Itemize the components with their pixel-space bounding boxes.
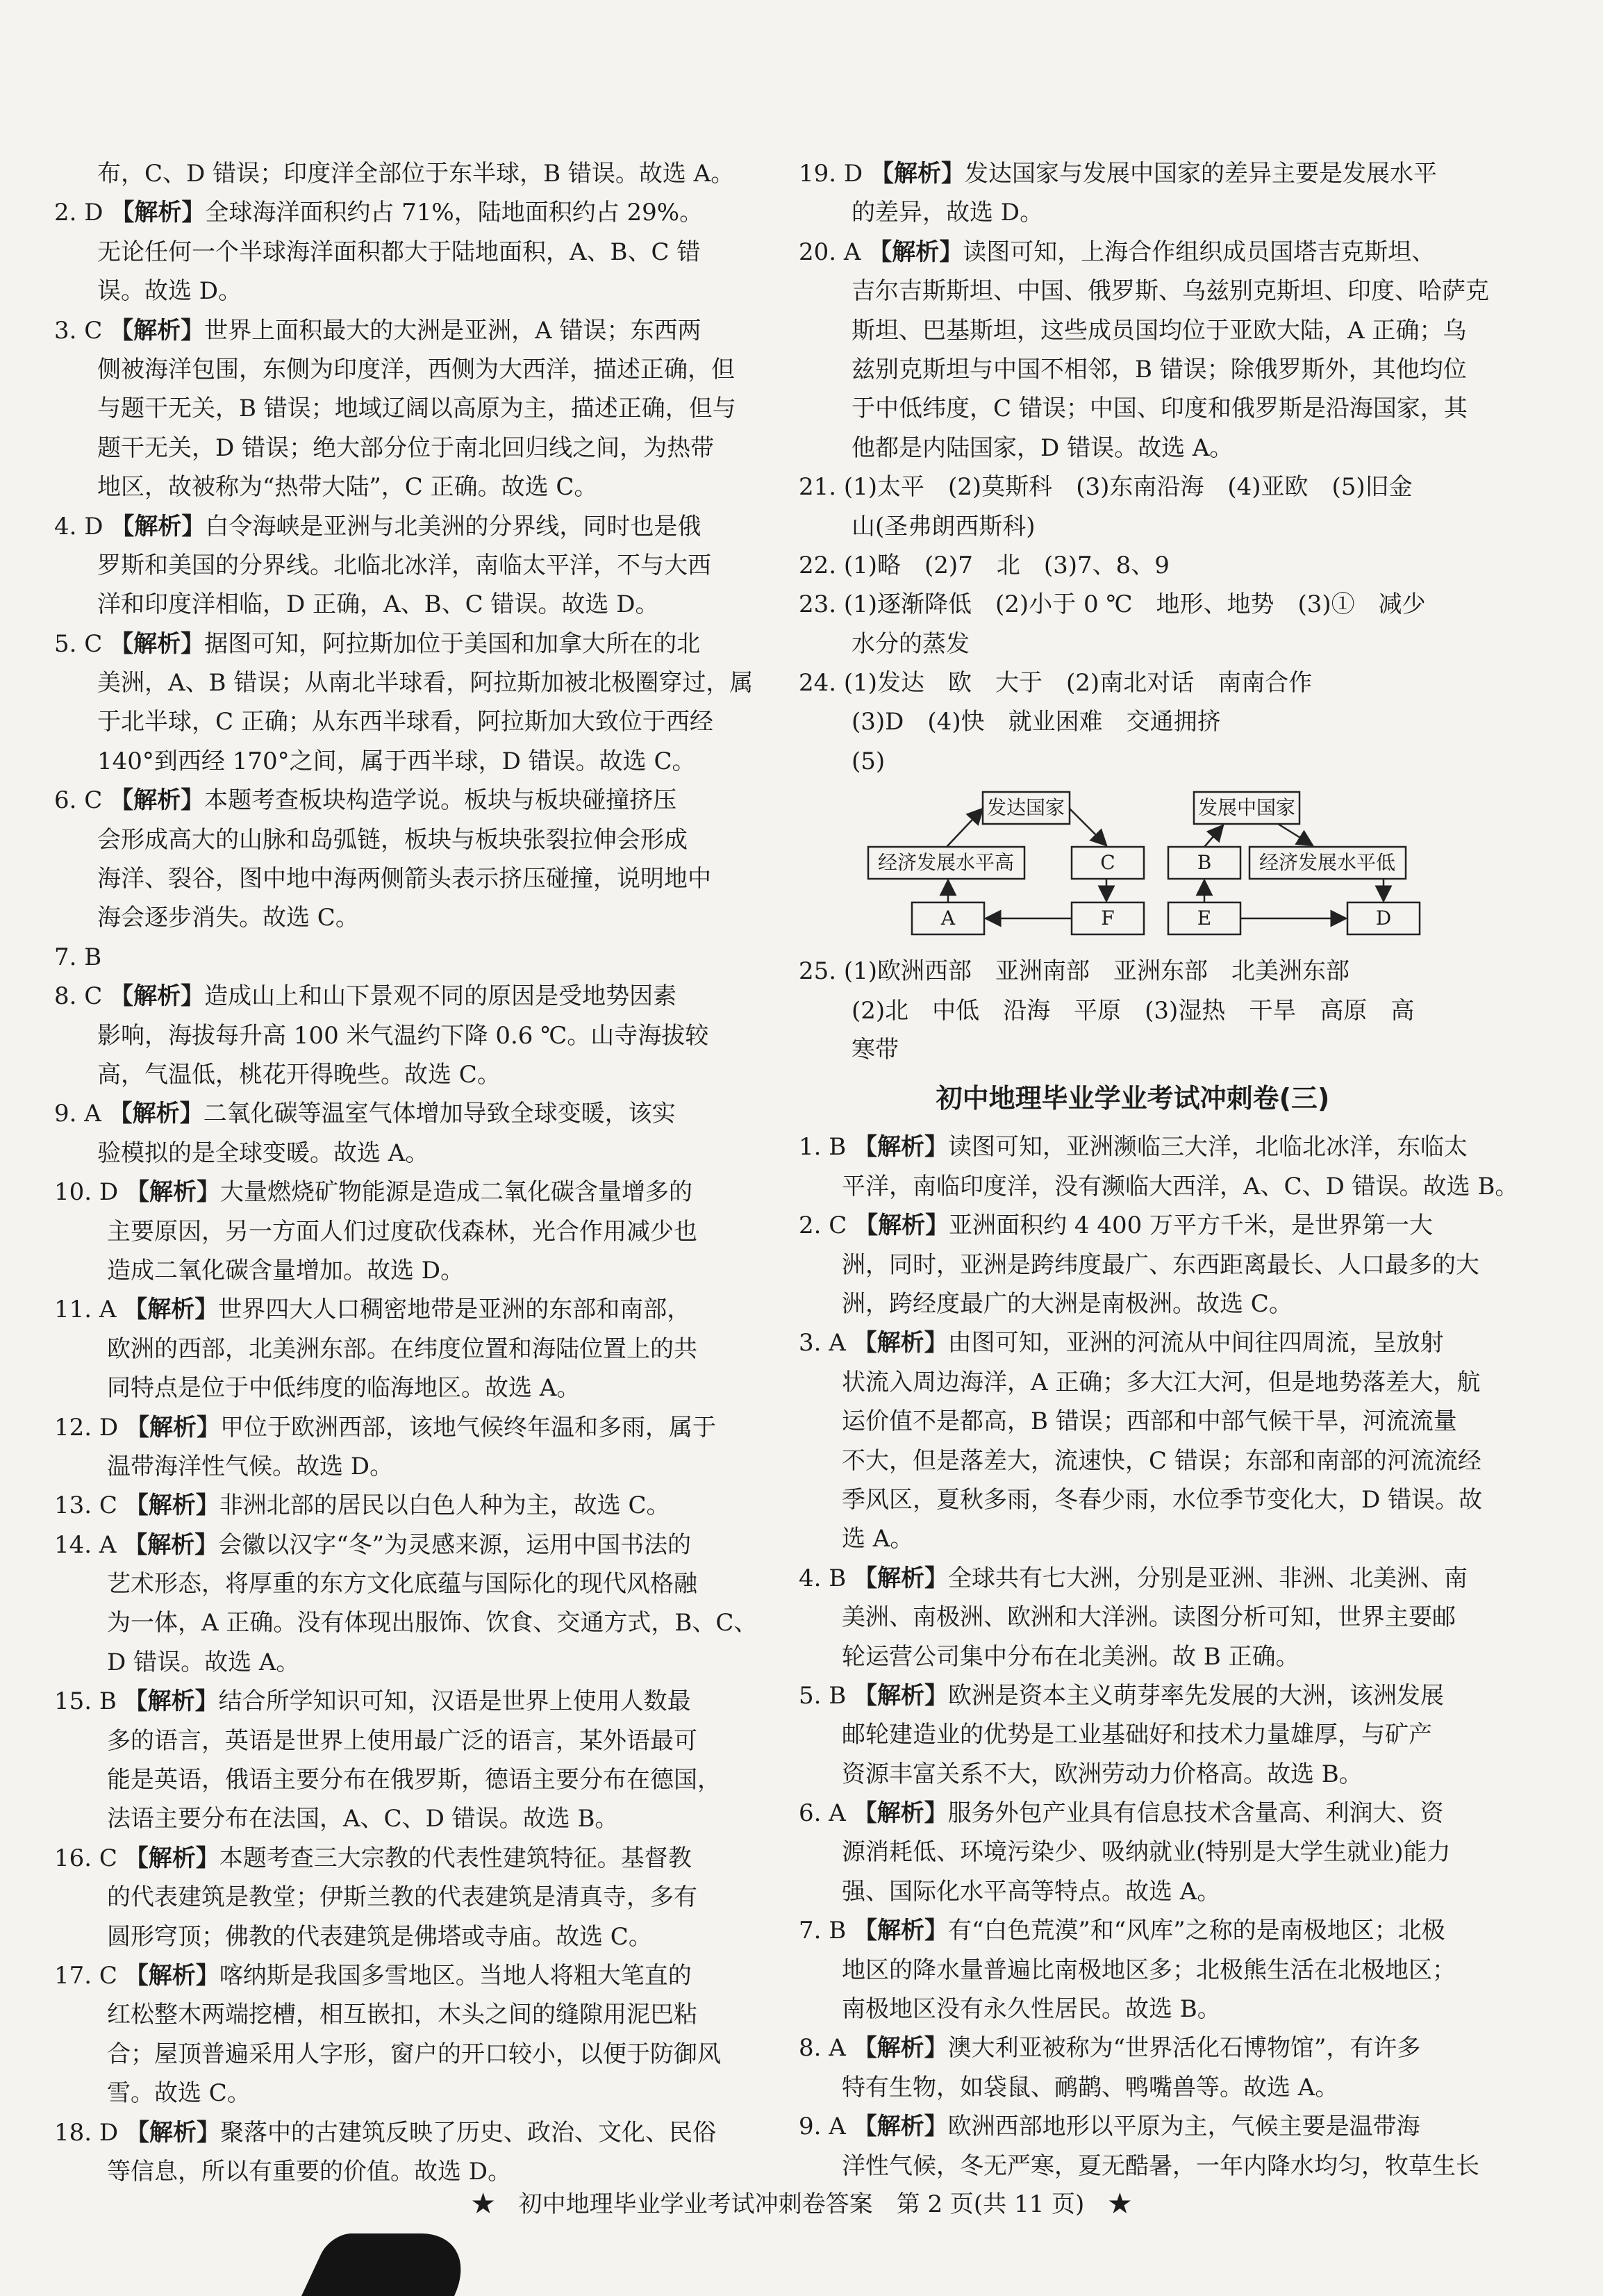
text-line [54, 820, 722, 859]
question-number: 13. C [54, 1492, 125, 1520]
right-column [799, 154, 1519, 2186]
answer-text: 兹别克斯坦与中国不相邻，B 错误；除俄罗斯外，其他均位 [852, 355, 1467, 383]
answer-text: 强、国际化水平高等特点。故选 A。 [842, 1877, 1221, 1906]
text-line [54, 625, 722, 663]
text-line [54, 1016, 722, 1055]
text-line [54, 154, 735, 193]
text-line [799, 2068, 1467, 2107]
answer-text: 南极地区没有永久性居民。故选 B。 [842, 1995, 1221, 2024]
text-line [799, 1755, 1467, 1794]
answer-25 [799, 952, 1467, 1069]
answer-text: 与题干无关，B 错误；地域辽阔以高原为主，描述正确，但与 [97, 395, 736, 423]
question-number: 4. B [799, 1564, 854, 1592]
page-footer: ★ 初中地理毕业学业考试冲刺卷答案 第 2 页(共 11 页) ★ [471, 2190, 1132, 2218]
answer-text: 误。故选 D。 [97, 277, 242, 306]
answer-text: 25. (1)欧洲西部 亚洲南部 亚洲东部 北美洲东部 [799, 957, 1350, 986]
answer-text: 温带海洋性气候。故选 D。 [107, 1452, 394, 1480]
analysis-tag: 【解析】 [870, 160, 965, 188]
text-line [54, 233, 722, 272]
text-line [54, 1721, 722, 1760]
answer-text: 山(圣弗朗西斯科) [852, 512, 1036, 540]
answer-text: 等信息，所以有重要的价值。故选 D。 [107, 2157, 512, 2186]
answer-text: 季风区，夏秋多雨，冬春少雨，水位季节变化大，D 错误。故 [842, 1485, 1483, 1514]
answer-text: 艺术形态，将厚重的东方文化底蕴与国际化的现代风格融 [107, 1570, 697, 1599]
answer-text: 造成山上和山下景观不同的原因是受地势因素 [204, 982, 677, 1011]
text-line [799, 468, 1467, 506]
text-line [799, 1637, 1467, 1676]
answer-text: 特有生物，如袋鼠、鸸鹋、鸭嘴兽等。故选 A。 [842, 2073, 1339, 2101]
text-line [54, 1330, 722, 1369]
scan-shadow [301, 2233, 483, 2296]
text-line [54, 1526, 722, 1564]
label-developed: 发达国家 [986, 796, 1065, 820]
answer-text: 平洋，南临印度洋，没有濒临大西洋，A、C、D 错误。故选 B。 [842, 1172, 1519, 1200]
answer-text: 本题考查板块构造学说。板块与板块碰撞挤压 [204, 786, 677, 815]
text-line [54, 1408, 722, 1447]
text-line [54, 1839, 722, 1878]
answers-set-3 [799, 1128, 1519, 2186]
answer-text: 美洲，A、B 错误；从南北半球看，阿拉斯加被北极圈穿过，属 [97, 669, 754, 697]
text-line [799, 2029, 1467, 2067]
text-line [54, 898, 722, 937]
answer-text: 白令海峡是亚洲与北美洲的分界线，同时也是俄 [205, 512, 701, 540]
answer-text: 22. (1)略 (2)7 北 (3)7、8、9 [799, 551, 1170, 579]
question-number: 12. D [54, 1413, 126, 1442]
question-number: 2. C [799, 1212, 855, 1240]
question-number: 8. A [799, 2034, 854, 2063]
analysis-tag: 【解析】 [854, 1681, 949, 1710]
answer-text: 欧洲是资本主义萌芽率先发展的大洲，该洲发展 [948, 1681, 1445, 1710]
answer-text: 世界上面积最大的大洲是亚洲，A 错误；东西两 [204, 316, 701, 345]
text-line [799, 429, 1467, 468]
question-number: 8. C [54, 982, 110, 1011]
question-number: 6. C [54, 786, 110, 815]
answer-text: 影响，海拔每升高 100 米气温约下降 0.6 ℃。山寺海拔较 [97, 1021, 709, 1050]
text-line [799, 2107, 1467, 2146]
answer-text: 读图可知，亚洲濒临三大洋，北临北冰洋，东临太 [948, 1133, 1468, 1162]
text-line [54, 1682, 722, 1721]
answer-text: 亚洲面积约 4 400 万平方千米，是世界第一大 [949, 1212, 1434, 1240]
text-line [54, 2113, 722, 2152]
answer-text: 布，C、D 错误；印度洋全部位于东半球，B 错误。故选 A。 [97, 160, 735, 188]
text-line [799, 507, 1467, 546]
text-line [54, 1603, 758, 1642]
answer-text: 不大，但是落差大，流速快，C 错误；东部和南部的河流流经 [842, 1446, 1481, 1475]
label-low-level: 经济发展水平低 [1259, 851, 1396, 875]
answer-text: 圆形穹顶；佛教的代表建筑是佛塔或寺庙。故选 C。 [107, 1922, 652, 1951]
text-line [799, 1559, 1467, 1598]
answer-text: 美洲、南极洲、欧洲和大洋洲。读图分析可知，世界主要邮 [842, 1603, 1456, 1632]
answer-text: 世界四大人口稠密地带是亚洲的东部和南部， [218, 1296, 691, 1324]
label-b: B [1197, 851, 1212, 875]
answer-text: 全球海洋面积约占 71%，陆地面积约占 29%。 [205, 199, 704, 227]
analysis-tag: 【解析】 [854, 1917, 949, 1945]
answer-text: 服务外包产业具有信息技术含量高、利润大、资 [947, 1799, 1444, 1828]
answer-text: 洲，同时，亚洲是跨纬度最广、东西距离最长、人口最多的大 [842, 1250, 1479, 1279]
answer-text: 合；屋顶普遍采用人字形，窗户的开口较小，以便于防御风 [107, 2040, 721, 2068]
label-developing: 发展中国家 [1197, 796, 1296, 820]
answer-text: 有“白色荒漠”和“风库”之称的是南极地区；北极 [948, 1917, 1445, 1945]
answer-text: 洲，跨经度最广的大洲是南极洲。故选 C。 [842, 1289, 1293, 1318]
answer-text: 为一体，A 正确。没有体现出服饰、饮食、交通方式，B、C、 [107, 1609, 758, 1637]
question-number: 19. D [799, 160, 870, 188]
text-line [799, 1480, 1483, 1519]
text-line [54, 1643, 722, 1682]
text-line [799, 742, 1467, 781]
text-line [54, 2074, 722, 2113]
analysis-tag: 【解析】 [110, 786, 205, 815]
analysis-tag: 【解析】 [110, 982, 205, 1011]
answer-text: 于中低纬度，C 错误；中国、印度和俄罗斯是沿海国家，其 [852, 395, 1468, 423]
text-line [54, 1917, 722, 1956]
answer-text: 邮轮建造业的优势是工业基础好和技术力量雄厚，与矿产 [842, 1721, 1432, 1749]
question-number: 9. A [54, 1100, 109, 1128]
text-line [54, 389, 736, 428]
answer-text: 状流入周边海洋，A 正确；多大江大河，但是地势落差大，航 [842, 1368, 1481, 1396]
text-line [54, 429, 722, 468]
answer-text: 于北半球，C 正确；从东西半球看，阿拉斯加大致位于西经 [97, 708, 713, 736]
text-line [799, 585, 1467, 624]
question-number: 5. B [799, 1681, 854, 1710]
answer-text: 同特点是位于中低纬度的临海地区。故选 A。 [107, 1374, 581, 1403]
answer-text: 地区的降水量普遍比南极地区多；北极熊生活在北极地区； [842, 1956, 1456, 1984]
answer-text: 会徽以汉字“冬”为灵感来源，运用中国书法的 [218, 1530, 692, 1559]
answer-text: 洋性气候，冬无严寒，夏无酷暑，一年内降水均匀，牧草生长 [842, 2152, 1479, 2180]
answer-text: 多的语言，英语是世界上使用最广泛的语言，某外语最可 [107, 1726, 697, 1755]
question-number: 3. A [799, 1329, 854, 1357]
analysis-tag: 【解析】 [124, 1961, 219, 1990]
text-line [54, 977, 722, 1016]
text-line [799, 1363, 1481, 1402]
answer-text: 甲位于欧洲西部，该地气候终年温和多雨，属于 [219, 1413, 716, 1442]
analysis-tag: 【解析】 [853, 2034, 948, 2063]
text-line [799, 1715, 1467, 1754]
text-line [54, 2035, 722, 2074]
text-line [799, 1794, 1467, 1833]
answer-text: 会形成高大的山脉和岛弧链，板块与板块张裂拉伸会形成 [97, 825, 688, 854]
text-line [54, 742, 722, 781]
text-line [799, 1911, 1467, 1950]
analysis-tag: 【解析】 [854, 1564, 949, 1592]
answer-text: 二氧化碳等温室气体增加导致全球变暖，该实 [203, 1100, 676, 1128]
text-line [54, 546, 722, 585]
text-line [799, 1872, 1467, 1911]
text-line [799, 1206, 1467, 1245]
analysis-tag: 【解析】 [108, 1100, 204, 1128]
answer-text: 欧洲西部地形以平原为主，气候主要是温带海 [947, 2113, 1420, 2141]
answer-text: D 错误。故选 A。 [107, 1648, 300, 1676]
text-line [799, 1128, 1467, 1166]
question-number: 15. B [54, 1687, 124, 1716]
analysis-tag: 【解析】 [124, 1844, 219, 1872]
analysis-tag: 【解析】 [868, 238, 963, 266]
analysis-tag: 【解析】 [110, 199, 206, 227]
text-line [799, 663, 1467, 702]
analysis-tag: 【解析】 [125, 1413, 220, 1442]
answer-text: 洋和印度洋相临，D 正确，A、B、C 错误。故选 D。 [97, 590, 659, 619]
text-line [54, 859, 722, 898]
text-line [54, 1212, 722, 1251]
text-line [799, 1285, 1467, 1323]
text-line [54, 1995, 722, 2034]
text-line [54, 272, 722, 311]
answer-text: 主要原因，另一方面人们过度砍伐森林，光合作用减少也 [107, 1217, 697, 1246]
question-number: 3. C [54, 316, 110, 345]
answer-text: 题干无关，D 错误；绝大部分位于南北回归线之间，为热带 [97, 433, 715, 462]
analysis-tag: 【解析】 [124, 1296, 219, 1324]
text-line [799, 2147, 1479, 2186]
answer-text: 雪。故选 C。 [107, 2079, 251, 2108]
question-number: 5. C [54, 629, 110, 658]
text-line [54, 1486, 722, 1525]
answer-text: 侧被海洋包围，东侧为印度洋，西侧为大西洋，描述正确，但 [97, 355, 735, 383]
text-line [799, 1833, 1467, 1872]
answer-text: 造成二氧化碳含量增加。故选 D。 [107, 1256, 465, 1285]
label-e: E [1197, 907, 1212, 930]
analysis-tag: 【解析】 [124, 1687, 219, 1716]
label-high-level: 经济发展水平高 [877, 851, 1015, 875]
analysis-tag: 【解析】 [853, 1329, 948, 1357]
label-a: A [940, 907, 956, 930]
answer-text: 24. (1)发达 欧 大于 (2)南北对话 南南合作 [799, 669, 1313, 697]
text-line [54, 1290, 722, 1329]
analysis-tag: 【解析】 [854, 1212, 949, 1240]
text-line [54, 1094, 722, 1133]
answer-text: 非洲北部的居民以白色人种为主，故选 C。 [219, 1492, 670, 1520]
text-line [54, 1369, 722, 1407]
question-number: 14. A [54, 1530, 124, 1559]
text-line [799, 154, 1467, 193]
text-line [799, 1951, 1467, 1990]
text-line [54, 781, 722, 820]
text-line [54, 1799, 722, 1838]
text-line [799, 350, 1467, 389]
question-number: 6. A [799, 1799, 854, 1828]
answer-text: 吉尔吉斯斯坦、中国、俄罗斯、乌兹别克斯坦、印度、哈萨克 [852, 277, 1489, 306]
answer-text: 聚落中的古建筑反映了历史、政治、文化、民俗 [219, 2118, 716, 2147]
text-line [54, 507, 722, 546]
answer-text: 全球共有七大洲，分别是亚洲、非洲、北美洲、南 [948, 1564, 1468, 1592]
answer-text: 能是英语，俄语主要分布在俄罗斯，德语主要分布在德国， [107, 1766, 721, 1794]
answer-text: 的差异，故选 D。 [852, 199, 1044, 227]
text-line [799, 625, 1467, 663]
answer-text: 140°到西经 170°之间，属于西半球，D 错误。故选 C。 [97, 747, 696, 775]
answer-text: 海会逐步消失。故选 C。 [97, 904, 359, 932]
question-number: 17. C [54, 1961, 125, 1990]
answer-text: 欧洲的西部，北美洲东部。在纬度位置和海陆位置上的共 [107, 1335, 697, 1363]
text-line [799, 952, 1467, 991]
text-line [799, 1598, 1467, 1637]
question-number: 1. B [799, 1133, 854, 1162]
text-line [799, 389, 1467, 428]
text-line [799, 1442, 1481, 1480]
answer-text: 大量燃烧矿物能源是造成二氧化碳含量增多的 [219, 1178, 692, 1207]
answers-19-24 [799, 154, 1489, 781]
text-line [799, 1676, 1467, 1715]
answer-text: 源消耗低、环境污染少、吸纳就业(特别是大学生就业)能力 [842, 1838, 1451, 1867]
text-line [54, 1564, 722, 1603]
analysis-tag: 【解析】 [125, 2118, 220, 2147]
text-line [54, 1878, 722, 1917]
answer-text: 据图可知，阿拉斯加位于美国和加拿大所在的北 [204, 629, 701, 658]
text-line [799, 1030, 1467, 1069]
analysis-tag: 【解析】 [125, 1178, 220, 1207]
answer-text: (3)D (4)快 就业困难 交通拥挤 [852, 708, 1221, 736]
development-diagram [799, 781, 1467, 952]
text-line [54, 350, 735, 389]
text-line [799, 1990, 1467, 2029]
question-number: 7. B [799, 1917, 854, 1945]
answer-text: (2)北 中低 沿海 平原 (3)湿热 干旱 高原 高 [852, 996, 1415, 1025]
answer-text: 选 A。 [842, 1525, 914, 1553]
text-line [54, 938, 722, 977]
answer-text: 本题考查三大宗教的代表性建筑特征。基督教 [219, 1844, 692, 1872]
answer-text: 结合所学知识可知，汉语是世界上使用人数最 [218, 1687, 691, 1716]
answer-text: 罗斯和美国的分界线。北临北冰洋，南临太平洋，不与大西 [97, 551, 711, 579]
text-line [54, 1251, 722, 1290]
answer-text: 他都是内陆国家，D 错误。故选 A。 [852, 433, 1234, 462]
analysis-tag: 【解析】 [110, 512, 206, 540]
answer-text: 21. (1)太平 (2)莫斯科 (3)东南沿海 (4)亚欧 (5)旧金 [799, 473, 1413, 502]
answer-text: 轮运营公司集中分布在北美洲。故 B 正确。 [842, 1642, 1299, 1671]
answer-text: 地区，故被称为“热带大陆”，C 正确。故选 C。 [97, 473, 598, 502]
question-number: 11. A [54, 1296, 124, 1324]
analysis-tag: 【解析】 [853, 2113, 948, 2141]
text-line [799, 193, 1467, 232]
text-line [54, 1173, 722, 1212]
text-line [54, 663, 754, 702]
text-line [799, 311, 1467, 350]
left-column [54, 154, 758, 2191]
answer-text: (5) [852, 747, 886, 775]
answer-text: 无论任何一个半球海洋面积都大于陆地面积，A、B、C 错 [97, 238, 701, 266]
text-line [54, 1134, 722, 1173]
answer-text: 寒带 [852, 1036, 899, 1064]
text-line [54, 702, 722, 741]
text-line [799, 1167, 1519, 1206]
answer-text: 水分的蒸发 [852, 629, 970, 658]
answer-text: 发达国家与发展中国家的差异主要是发展水平 [964, 160, 1437, 188]
question-number: 18. D [54, 2118, 126, 2147]
text-line [799, 991, 1467, 1030]
answer-text: 海洋、裂谷，图中地中海两侧箭头表示挤压碰撞，说明地中 [97, 865, 711, 893]
answer-text: 的代表建筑是教堂；伊斯兰教的代表建筑是清真寺，多有 [107, 1883, 697, 1912]
text-line [799, 272, 1489, 311]
text-line [54, 1760, 722, 1799]
text-line [799, 1519, 1467, 1558]
text-line [54, 1055, 722, 1094]
analysis-tag: 【解析】 [124, 1530, 219, 1559]
section-title: 初中地理毕业学业考试冲刺卷(三) [936, 1083, 1330, 1114]
answer-text: 红松整木两端挖槽，相互嵌扣，木头之间的缝隙用泥巴粘 [107, 2001, 697, 2029]
diagram-svg [799, 781, 1438, 952]
text-line [54, 1447, 722, 1486]
analysis-tag: 【解析】 [853, 1799, 948, 1828]
answer-text: 澳大利亚被称为“世界活化石博物馆”，有许多 [947, 2034, 1421, 2063]
answer-text: 读图可知，上海合作组织成员国塔吉克斯坦、 [963, 238, 1436, 266]
analysis-tag: 【解析】 [110, 629, 205, 658]
label-d: D [1375, 907, 1392, 930]
text-line [799, 1402, 1467, 1441]
answer-text: 资源丰富关系不大，欧洲劳动力价格高。故选 B。 [842, 1760, 1363, 1788]
question-number: 4. D [54, 512, 111, 540]
label-f: F [1101, 907, 1115, 930]
question-number: 16. C [54, 1844, 125, 1872]
text-line [799, 1246, 1479, 1285]
answer-text: 高，气温低，桃花开得晚些。故选 C。 [97, 1060, 501, 1089]
answer-text: 斯坦、巴基斯坦，这些成员国均位于亚欧大陆，A 正确；乌 [852, 316, 1467, 345]
question-number: 9. A [799, 2113, 854, 2141]
answer-text: 由图可知，亚洲的河流从中间往四周流，呈放射 [947, 1329, 1444, 1357]
text-line [799, 546, 1467, 585]
analysis-tag: 【解析】 [854, 1133, 949, 1162]
question-number: 10. D [54, 1178, 126, 1207]
text-line [54, 585, 722, 624]
answer-text: 法语主要分布在法国，A、C、D 错误。故选 B。 [107, 1805, 619, 1833]
text-line [54, 193, 722, 232]
text-line [54, 311, 722, 350]
analysis-tag: 【解析】 [124, 1492, 219, 1520]
text-line [799, 233, 1467, 272]
text-line [54, 468, 722, 506]
answer-text: 运价值不是都高，B 错误；西部和中部气候干旱，河流流量 [842, 1407, 1457, 1436]
analysis-tag: 【解析】 [110, 316, 205, 345]
question-number: 2. D [54, 199, 111, 227]
answer-text: 7. B [54, 943, 102, 971]
answer-text: 23. (1)逐渐降低 (2)小于 0 ℃ 地形、地势 (3)① 减少 [799, 590, 1426, 619]
answer-text: 验模拟的是全球变暖。故选 A。 [97, 1139, 429, 1167]
question-number: 20. A [799, 238, 869, 266]
text-line [799, 702, 1467, 741]
answer-text: 喀纳斯是我国多雪地区。当地人将粗大笔直的 [219, 1961, 692, 1990]
text-line [54, 1956, 722, 1995]
text-line [799, 1323, 1467, 1362]
label-c: C [1100, 851, 1115, 875]
